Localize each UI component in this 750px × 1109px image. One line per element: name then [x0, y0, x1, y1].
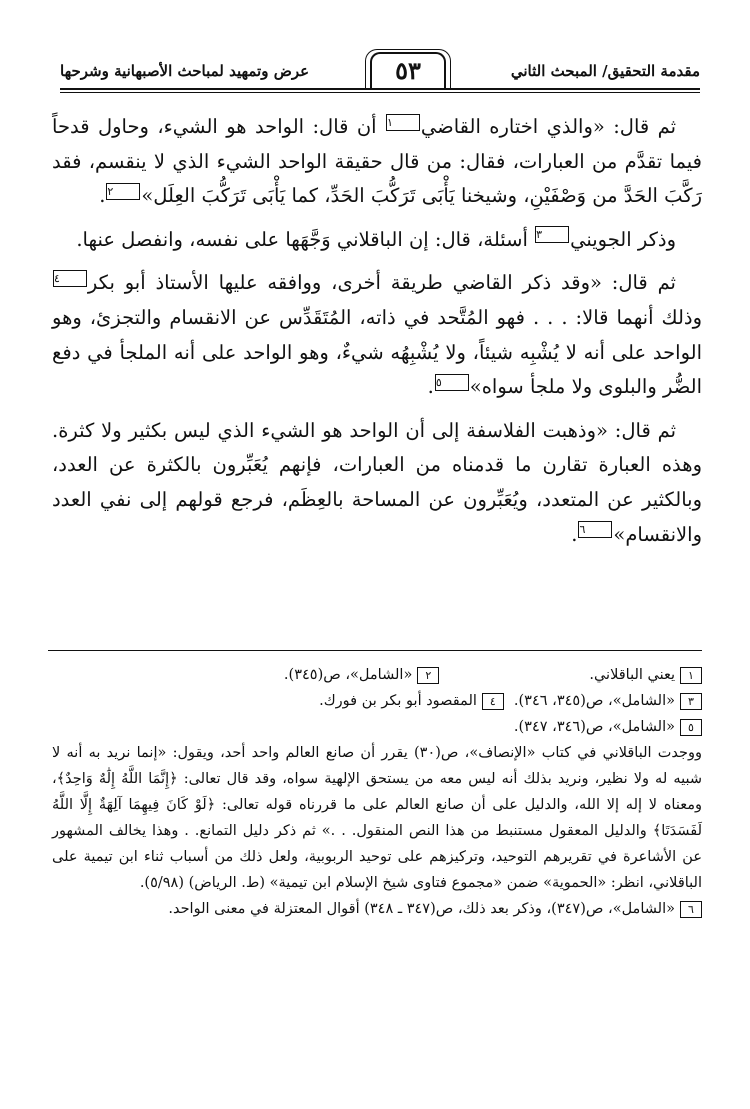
footnote-ref-5[interactable]: ٥: [435, 374, 469, 391]
footnote-2: ٢«الشامل»، ص(٣٤٥).: [284, 662, 439, 688]
footnote-3: ٣«الشامل»، ص(٣٤٥، ٣٤٦).: [514, 688, 702, 714]
footnote-5-continuation: ووجدت الباقلاني في كتاب «الإنصاف»، ص(٣٠) يقرر أن صانع العالم واحد أحد، ويقول: «إنما نريد به أنه لا شبيه له ولا نظير، ونريد بذلك أنه ليس معه من يستحق الإلهية سواه، وقد قال تعالى: ﴿إِنَّمَا اللَّهُ إِلَٰهٌ وَاحِدٌ﴾، ومعناه لا إله إلا الله، والدليل على أن صانع العالم على ما قررناه قوله تعالى: ﴿لَوْ كَانَ فِيهِمَا آلِهَةٌ إِلَّا اللَّهُ لَفَسَدَتَا﴾ والدليل المعقول مستنبط من هذا النص المنقول. . .» ثم ذكر دليل التمانع. . وهذا يخالف المشهور عن الأشاعرة في تقريرهم التوحيد، وتركيزهم على توحيد الربوبية، ولعل ذلك من أسباب ثناء ابن تيمية على الباقلاني، انظر: «الحموية» ضمن «مجموع فتاوى شيخ الإسلام ابن تيمية» (ط. الرياض) (٥/٩٨).: [52, 745, 702, 891]
footnote-6: ٦«الشامل»، ص(٣٤٧)، وذكر بعد ذلك، ص(٣٤٧ ـ ٣٤٨) أقوال المعتزلة في معنى الواحد.: [52, 896, 702, 922]
paragraph-4: ثم قال: «وذهبت الفلاسفة إلى أن الواحد هو الشيء الذي ليس بكثير ولا كثرة. وهذه العبارة تقارن ما قدمناه من العبارات، فإنهم يُعَبِّرون بالكثرة عن العدد، وبالكثير عن المتعدد، ويُعَبِّرون عن المساحة بالعِظَم، فرجع قولهم إلى نفي العدد والانقسام»٦.: [52, 418, 702, 546]
footnote-number-4: ٤: [482, 693, 504, 710]
paragraph-1: ثم قال: «والذي اختاره القاضي١ أن قال: الواحد هو الشيء، وحاول قدحاً فيما تقدَّم من العبارات، فقال: من قال حقيقة الواحد الشيء الذي لا ينقسم، فقد رَكَّبَ الحَدَّ من وَصْفَيْنِ، وشيخنا يَأْبَى تَرَكُّبَ الحَدِّ، كما يَأْبَى تَرَكُّبَ العِلَل»٢.: [52, 115, 702, 208]
footnote-number-5: ٥: [680, 719, 702, 736]
page-number: ٥٣: [370, 52, 446, 88]
footnote-number-1: ١: [680, 667, 702, 684]
header-rule: [60, 88, 700, 90]
footnote-number-6: ٦: [680, 901, 702, 918]
header-rule-thin: [60, 92, 700, 93]
footnote-5: ٥«الشامل»، ص(٣٤٦، ٣٤٧).: [514, 714, 702, 740]
footnote-row-3: [52, 714, 702, 740]
running-header: [60, 52, 700, 96]
footnote-4: ٤المقصود أبو بكر بن فورك.: [319, 688, 504, 714]
footnote-row-2: [52, 688, 702, 714]
paragraph-2: وذكر الجويني٣ أسئلة، قال: إن الباقلاني وَجَّهَها على نفسه، وانفصل عنها.: [76, 227, 676, 251]
footnote-ref-3[interactable]: ٣: [535, 226, 569, 243]
footnote-ref-2[interactable]: ٢: [106, 183, 140, 200]
footnote-number-3: ٣: [680, 693, 702, 710]
footnote-ref-6[interactable]: ٦: [578, 521, 612, 538]
footnote-row-1: [52, 662, 702, 688]
main-text: [52, 110, 702, 561]
paragraph-3: ثم قال: «وقد ذكر القاضي طريقة أخرى، ووافقه عليها الأستاذ أبو بكر٤ وذلك أنهما قالا: . . . فهو المُتَّحد في ذاته، المُتَقَدِّس عن الانقسام والتجزئ، وهو الواحد على أنه لا يُشْبِه شيئاً، ولا يُشْبِهُه شيءٌ، وهو الواحد على أنه الملجأ في دفع الضُّر والبلوى ولا ملجأ سواه»٥.: [52, 271, 702, 399]
footnote-1: ١يعني الباقلاني.: [589, 662, 702, 688]
header-section-title: مقدمة التحقيق/ المبحث الثاني: [510, 62, 700, 80]
footnotes: [52, 662, 702, 922]
footnote-divider: [48, 650, 702, 651]
footnote-ref-4[interactable]: ٤: [53, 270, 87, 287]
header-book-title: عرض وتمهيد لمباحث الأصبهانية وشرحها: [60, 62, 310, 80]
footnote-number-2: ٢: [417, 667, 439, 684]
footnote-ref-1[interactable]: ١: [386, 114, 420, 131]
